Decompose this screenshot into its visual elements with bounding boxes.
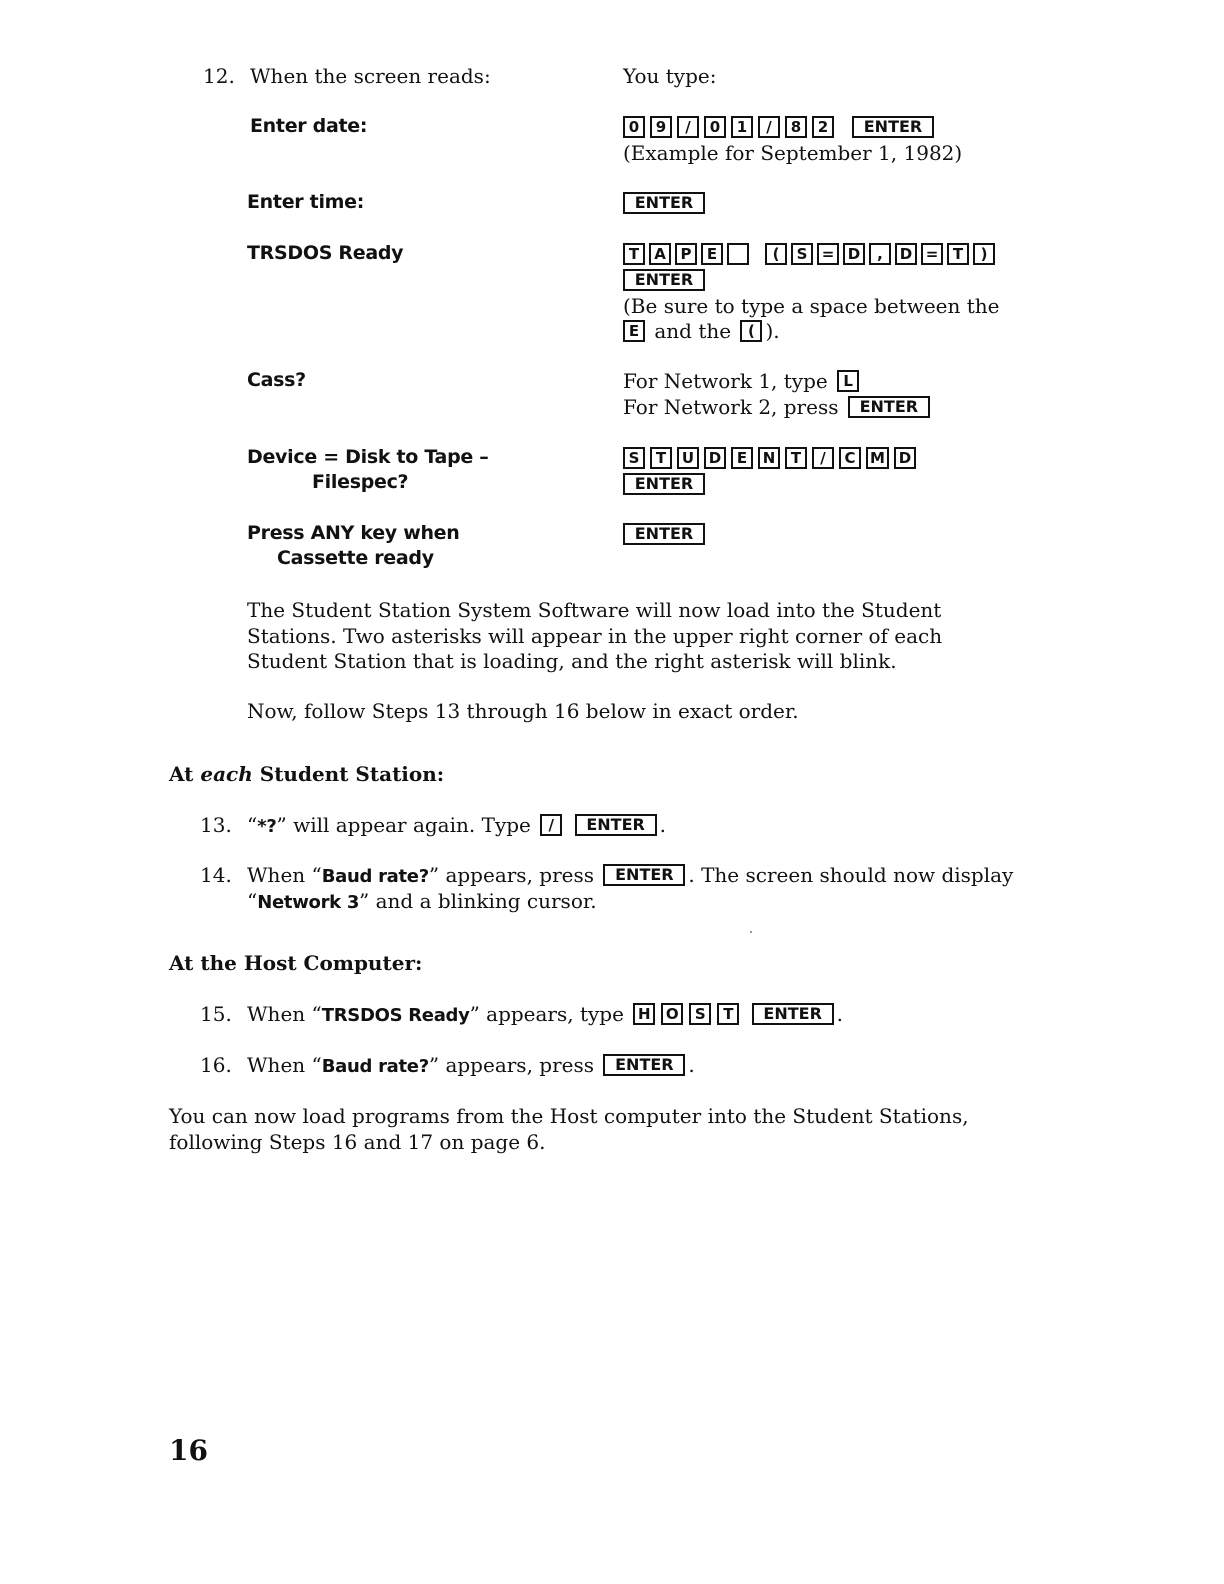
key-cap: T bbox=[947, 243, 969, 265]
screen-trsdos-ready: TRSDOS Ready bbox=[247, 242, 404, 264]
key-cap: 2 bbox=[812, 116, 834, 138]
key-cap: ) bbox=[973, 243, 995, 265]
key-cap: D bbox=[894, 447, 916, 469]
step-14-number: 14. bbox=[200, 863, 232, 887]
enter-key: ENTER bbox=[623, 269, 705, 291]
keys-filespec bbox=[623, 445, 916, 471]
step-15-pre: When “ bbox=[247, 1002, 322, 1026]
step-16-number: 16. bbox=[200, 1053, 232, 1077]
key-cap: D bbox=[843, 243, 865, 265]
step-13-end: . bbox=[659, 813, 666, 837]
note-end: ). bbox=[765, 319, 780, 343]
enter-key: ENTER bbox=[603, 1054, 685, 1076]
key-cap: = bbox=[921, 243, 943, 265]
key-cap: D bbox=[895, 243, 917, 265]
space-note-line1: (Be sure to type a space between the bbox=[623, 294, 1000, 318]
space-note-line2 bbox=[623, 318, 780, 344]
key-cap: 1 bbox=[731, 116, 753, 138]
prompt-baud-rate: Baud rate? bbox=[321, 866, 429, 887]
key-cap: L bbox=[837, 370, 859, 392]
note-and-the: and the bbox=[654, 319, 732, 343]
key-cap: / bbox=[540, 814, 562, 836]
key-cap: 0 bbox=[623, 116, 645, 138]
step-14-pre: When “ bbox=[247, 863, 322, 887]
screen-device-line1: Device = Disk to Tape – bbox=[247, 446, 489, 468]
keys-tape-command bbox=[623, 241, 995, 267]
step-16-text bbox=[247, 1052, 695, 1079]
network1-instruction bbox=[623, 368, 862, 394]
keys-filespec-enter bbox=[623, 471, 705, 497]
key-cap: / bbox=[758, 116, 780, 138]
step-13-text bbox=[247, 812, 666, 839]
prompt-asterisk-question: *? bbox=[257, 816, 277, 837]
step-14-line1 bbox=[247, 862, 1013, 889]
key-cap: / bbox=[812, 447, 834, 469]
load-paragraph-line3: Student Station that is loading, and the right asterisk will blink. bbox=[247, 649, 897, 673]
section-emphasis: each bbox=[200, 762, 253, 786]
step-12-right-heading: You type: bbox=[623, 64, 717, 88]
key-cap: A bbox=[649, 243, 671, 265]
key-cap: P bbox=[675, 243, 697, 265]
key-cap: N bbox=[758, 447, 780, 469]
step-13-number: 13. bbox=[200, 813, 232, 837]
enter-key: ENTER bbox=[852, 116, 934, 138]
key-cap: O bbox=[661, 1003, 683, 1025]
keys-enter-date bbox=[623, 114, 934, 140]
step-16-mid: ” appears, press bbox=[428, 1053, 595, 1077]
key-cap: / bbox=[677, 116, 699, 138]
key-cap: ( bbox=[765, 243, 787, 265]
key-cap: U bbox=[677, 447, 699, 469]
screen-filespec: Filespec? bbox=[312, 471, 409, 493]
key-cap: T bbox=[650, 447, 672, 469]
enter-key: ENTER bbox=[848, 396, 930, 418]
enter-key: ENTER bbox=[623, 523, 705, 545]
key-cap: = bbox=[817, 243, 839, 265]
quote-open: “ bbox=[247, 813, 258, 837]
section-prefix: At bbox=[169, 762, 194, 786]
step-14-line2-pre: “ bbox=[247, 889, 258, 913]
key-cap: E bbox=[623, 320, 645, 342]
network2-instruction bbox=[623, 394, 933, 420]
closing-line2: following Steps 16 and 17 on page 6. bbox=[169, 1130, 546, 1154]
key-cap: S bbox=[689, 1003, 711, 1025]
key-cap: 8 bbox=[785, 116, 807, 138]
key-cap: D bbox=[704, 447, 726, 469]
step-15-mid: ” appears, type bbox=[469, 1002, 624, 1026]
key-cap: H bbox=[633, 1003, 655, 1025]
load-paragraph-line2: Stations. Two asterisks will appear in the upper right corner of each bbox=[247, 624, 943, 648]
enter-key: ENTER bbox=[603, 864, 685, 886]
keys-enter-time bbox=[623, 190, 705, 216]
section-student-station bbox=[169, 761, 444, 787]
date-example-note: (Example for September 1, 1982) bbox=[623, 141, 963, 165]
scan-speck bbox=[750, 931, 752, 933]
key-cap: S bbox=[623, 447, 645, 469]
network1-text: For Network 1, type bbox=[623, 369, 828, 393]
enter-key: ENTER bbox=[623, 473, 705, 495]
step-14-mid: ” appears, press bbox=[428, 863, 595, 887]
step-16-end: . bbox=[688, 1053, 695, 1077]
enter-key: ENTER bbox=[623, 192, 705, 214]
keys-tape-enter bbox=[623, 267, 705, 293]
key-cap: , bbox=[869, 243, 891, 265]
step-16-pre: When “ bbox=[247, 1053, 322, 1077]
keys-cassette-ready bbox=[623, 521, 705, 547]
key-cap: S bbox=[791, 243, 813, 265]
screen-enter-date: Enter date: bbox=[250, 115, 368, 137]
step-12-number: 12. bbox=[203, 64, 235, 88]
screen-press-any-key: Press ANY key when bbox=[247, 522, 460, 544]
section-host-computer: At the Host Computer: bbox=[169, 951, 423, 975]
key-cap: 9 bbox=[650, 116, 672, 138]
key-cap: 0 bbox=[704, 116, 726, 138]
page-number: 16 bbox=[169, 1434, 208, 1467]
step-15-text bbox=[247, 1001, 843, 1028]
step-15-end: . bbox=[836, 1002, 844, 1026]
enter-key: ENTER bbox=[575, 814, 657, 836]
step-15-number: 15. bbox=[200, 1002, 232, 1026]
enter-key: ENTER bbox=[752, 1003, 834, 1025]
key-cap: T bbox=[623, 243, 645, 265]
key-cap: T bbox=[717, 1003, 739, 1025]
prompt-network-3: Network 3 bbox=[257, 892, 360, 913]
step-14-line2 bbox=[247, 888, 597, 915]
step-13-body: ” will appear again. Type bbox=[276, 813, 531, 837]
closing-line1: You can now load programs from the Host computer into the Student Stations, bbox=[169, 1104, 969, 1128]
key-cap: C bbox=[839, 447, 861, 469]
key-cap: T bbox=[785, 447, 807, 469]
prompt-baud-rate: Baud rate? bbox=[321, 1056, 429, 1077]
section-suffix: Student Station: bbox=[259, 762, 445, 786]
step-14-line2-post: ” and a blinking cursor. bbox=[359, 889, 597, 913]
step-14-post: . The screen should now display bbox=[688, 863, 1014, 887]
follow-steps-paragraph: Now, follow Steps 13 through 16 below in exact order. bbox=[247, 699, 799, 723]
key-cap: E bbox=[731, 447, 753, 469]
step-12-left-heading: When the screen reads: bbox=[250, 64, 491, 88]
screen-enter-time: Enter time: bbox=[247, 191, 365, 213]
screen-cassette-ready: Cassette ready bbox=[277, 547, 434, 569]
prompt-trsdos-ready: TRSDOS Ready bbox=[321, 1005, 470, 1026]
screen-cass: Cass? bbox=[247, 369, 306, 391]
network2-text: For Network 2, press bbox=[623, 395, 839, 419]
load-paragraph-line1: The Student Station System Software will now load into the Student bbox=[247, 598, 942, 622]
key-cap: E bbox=[701, 243, 723, 265]
key-cap: M bbox=[866, 447, 889, 469]
space-key bbox=[727, 243, 749, 265]
key-cap: ( bbox=[740, 320, 762, 342]
